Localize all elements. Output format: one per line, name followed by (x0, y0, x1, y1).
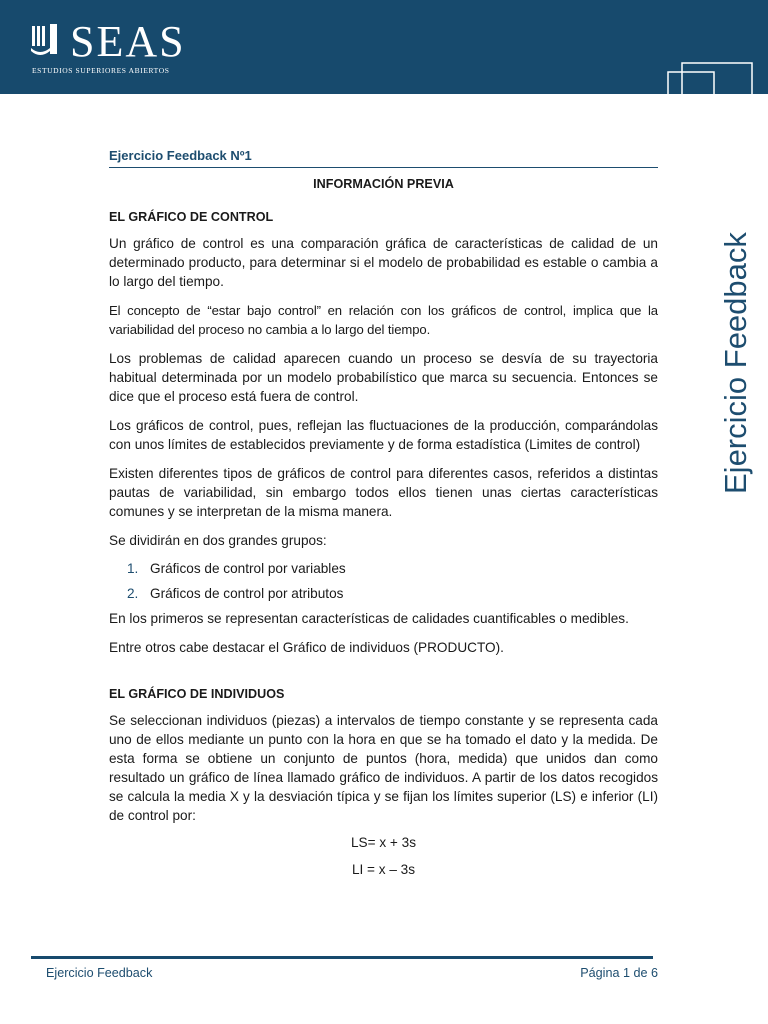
logo-subtitle: ESTUDIOS SUPERIORES ABIERTOS (32, 66, 170, 75)
page-header (0, 0, 768, 94)
list-text: Gráficos de control por atributos (150, 586, 344, 601)
logo-wordmark: SEAS (70, 17, 186, 66)
paragraph: Un gráfico de control es una comparación gráfica de características de calidad de un determinado producto, para determinar si el modelo de probabilidad es estable o cambia a lo largo del tiempo. (109, 236, 658, 289)
paragraph: Se seleccionan individuos (piezas) a intervalos de tiempo constante y se representa cada uno de ellos mediante un punto con la hora en que se ha tomado el dato y la medida. De esta forma se obtiene un conjunto de puntos (hora, medida) que unidos dan como resultado un gráfico de línea llamado gráfico de individuos. A partir de los datos recogidos se calcula la media X y la desviación típica y se fijan los límites superior (LS) e inferior (LI) de control por: (109, 713, 658, 823)
footer-divider (31, 956, 653, 959)
formula-lower-limit: LI = x – 3s (351, 862, 416, 877)
page-number: Página 1 de 6 (580, 966, 658, 980)
seas-logo (30, 16, 200, 76)
paragraph: Entre otros cabe destacar el Gráfico de individuos (PRODUCTO). (109, 640, 504, 655)
heading-control-chart: EL GRÁFICO DE CONTROL (109, 210, 274, 224)
footer-label: Ejercicio Feedback (46, 966, 153, 980)
document-title: Ejercicio Feedback Nº1 (109, 148, 658, 168)
paragraph: Los gráficos de control, pues, reflejan las fluctuaciones de la producción, comparándolas con unos límites de establecidos previamente y de forma estadística (Limites de control) (109, 418, 658, 452)
section-title: INFORMACIÓN PREVIA (313, 177, 454, 191)
paragraph: Se dividirán en dos grandes grupos: (109, 533, 327, 548)
paragraph: Los problemas de calidad aparecen cuando un proceso se desvía de su trayectoria habitual determinada por un modelo probabilístico que marca su secuencia. Entonces se dice que el proceso está fuera de control. (109, 351, 658, 404)
side-title: Ejercicio Feedback (718, 232, 753, 494)
formula-upper-limit: LS= x + 3s (351, 835, 416, 850)
groups-list (109, 559, 658, 603)
paragraph: El concepto de “estar bajo control” en relación con los gráficos de control, implica que la variabilidad del proceso no cambia a lo largo del tiempo. (109, 303, 658, 337)
document-body (109, 148, 658, 879)
heading-individuals-chart: EL GRÁFICO DE INDIVIDUOS (109, 687, 285, 701)
paragraph: Existen diferentes tipos de gráficos de control para diferentes casos, referidos a distintas pautas de variabilidad, sin embargo todos ellos tienen unas ciertas características comunes y se interpretan de la misma manera. (109, 466, 658, 519)
list-number: 2. (127, 586, 139, 601)
book-columns-icon (30, 24, 58, 60)
list-text: Gráficos de control por variables (150, 561, 346, 576)
list-item (127, 559, 658, 578)
list-number: 1. (127, 561, 139, 576)
paragraph: En los primeros se representan características de calidades cuantificables o medibles. (109, 611, 629, 626)
decorative-squares-icon (654, 58, 754, 118)
list-item (127, 584, 658, 603)
